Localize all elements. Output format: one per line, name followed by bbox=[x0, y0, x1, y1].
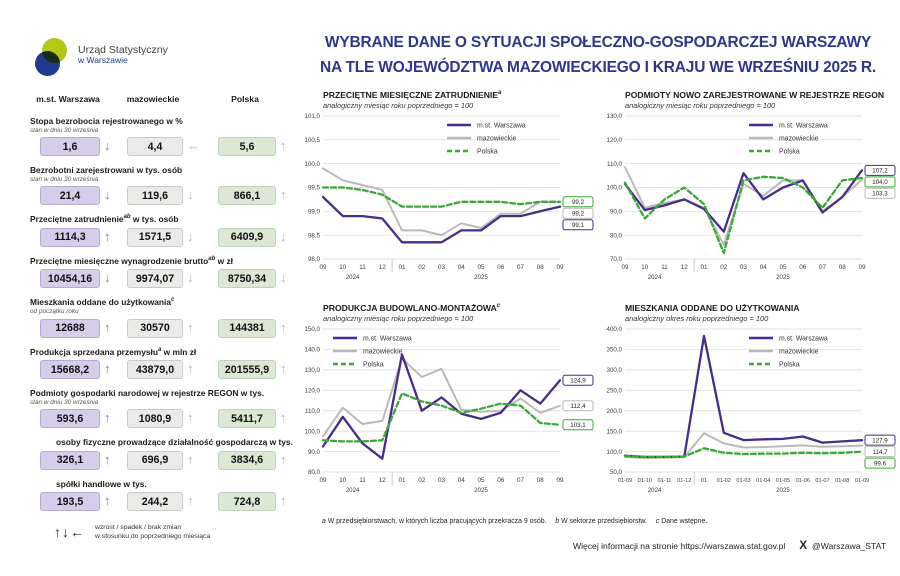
x-tick-label: 11 bbox=[661, 264, 668, 271]
value-box: 4,4 bbox=[127, 137, 183, 156]
twitter-handle-link[interactable]: @Warszawa_STAT bbox=[812, 541, 886, 551]
legend-label: m.st. Warszawa bbox=[477, 122, 526, 130]
year-label: 2024 bbox=[647, 274, 662, 281]
y-tick-label: 70,0 bbox=[609, 256, 622, 264]
x-tick-label: 06 bbox=[497, 264, 505, 271]
value-box: 10454,16 bbox=[40, 269, 100, 288]
y-tick-label: 90,0 bbox=[307, 448, 320, 456]
y-tick-label: 100,0 bbox=[606, 448, 622, 456]
line-chart-regon-nowe bbox=[598, 110, 900, 286]
page-title-line2: NA TLE WOJEWÓDZTWA MAZOWIECKIEGO I KRAJU WE WRZEŚNIU 2025 R. bbox=[319, 59, 877, 76]
end-label-value: 104,0 bbox=[872, 179, 888, 187]
y-tick-label: 101,0 bbox=[304, 113, 320, 121]
x-tick-label: 07 bbox=[516, 264, 525, 271]
y-tick-label: 98,0 bbox=[307, 256, 320, 264]
chart-zatrudnienie bbox=[296, 90, 598, 291]
trend-up-icon: ↑ bbox=[187, 361, 194, 377]
arrows-legend-text: wzrost / spadek / brak zmian w stosunku do poprzedniego miesiąca bbox=[95, 524, 211, 541]
y-tick-label: 120,0 bbox=[606, 137, 622, 145]
indicator-values bbox=[30, 228, 300, 247]
x-tick-label: 11 bbox=[359, 477, 366, 484]
y-tick-label: 50,0 bbox=[609, 469, 622, 477]
y-tick-label: 250,0 bbox=[606, 387, 622, 395]
x-tick-label: 07 bbox=[818, 264, 827, 271]
trend-up-icon: ↑ bbox=[280, 187, 287, 203]
trend-up-icon: ↑ bbox=[104, 493, 111, 509]
year-label: 2025 bbox=[776, 487, 790, 494]
x-tick-label: 09 bbox=[319, 264, 327, 271]
x-tick-label: 06 bbox=[497, 477, 505, 484]
y-tick-label: 110,0 bbox=[606, 160, 622, 168]
x-tick-label: 08 bbox=[536, 264, 544, 271]
indicator-values bbox=[30, 319, 300, 338]
indicator-sublabel: stan w dniu 30 września bbox=[30, 126, 99, 134]
year-label: 2024 bbox=[345, 487, 360, 494]
value-box: 193,5 bbox=[40, 492, 100, 511]
end-label-value: 99,1 bbox=[571, 222, 585, 230]
y-tick-label: 150,0 bbox=[304, 326, 320, 334]
x-tick-label: 12 bbox=[378, 477, 386, 484]
end-label-value: 99,2 bbox=[571, 199, 585, 207]
y-tick-label: 100,0 bbox=[304, 428, 320, 436]
indicator-label: Przeciętne miesięczne wynagrodzenie brutto$^{ab}$ w zł bbox=[30, 255, 233, 266]
x-tick-label: 01-07 bbox=[815, 478, 830, 484]
trend-up-icon: ↑ bbox=[104, 228, 111, 244]
y-tick-label: 99,5 bbox=[307, 184, 320, 192]
y-tick-label: 350,0 bbox=[606, 346, 622, 354]
x-tick-label: 09 bbox=[858, 264, 866, 271]
y-tick-label: 200,0 bbox=[606, 407, 622, 415]
trend-left-icon: ← bbox=[187, 138, 200, 154]
x-tick-label: 07 bbox=[516, 477, 525, 484]
trend-up-icon: ↑ bbox=[104, 451, 111, 467]
end-label-value: 103,1 bbox=[570, 422, 586, 430]
indicator-values bbox=[30, 269, 300, 288]
org-name: Urząd Statystyczny bbox=[78, 44, 168, 56]
trend-down-icon: ↓ bbox=[187, 228, 194, 244]
end-label-value: 99,2 bbox=[571, 210, 585, 218]
legend-label: Polska bbox=[779, 148, 800, 156]
trend-up-icon: ↑ bbox=[104, 319, 111, 335]
year-label: 2025 bbox=[474, 487, 488, 494]
x-tick-label: 10 bbox=[339, 264, 347, 271]
y-tick-label: 300,0 bbox=[606, 367, 622, 375]
chart-title: PRZECIĘTNE MIESIĘCZNE ZATRUDNIENIE$^a$ bbox=[323, 90, 502, 100]
footnote-c: c Dane wstępne. bbox=[655, 518, 708, 525]
value-box: 9974,07 bbox=[127, 269, 183, 288]
indicator-label: Podmioty gospodarki narodowej w rejestrze REGON w tys. bbox=[30, 388, 265, 399]
logo-text bbox=[78, 44, 168, 66]
x-tick-label: 01 bbox=[700, 478, 708, 484]
indicator-sublabel: od początku roku bbox=[30, 307, 79, 315]
value-box: 3834,6 bbox=[218, 451, 276, 470]
x-tick-label: 02 bbox=[418, 477, 426, 484]
trend-down-icon: ↓ bbox=[280, 270, 287, 286]
legend-label: Polska bbox=[779, 361, 800, 369]
indicator-label: Mieszkania oddane do użytkowania$^c$ bbox=[30, 297, 175, 308]
legend-label: mazowieckie bbox=[477, 135, 517, 143]
value-box: 30570 bbox=[127, 319, 183, 338]
value-box: 1080,9 bbox=[127, 409, 183, 428]
value-box: 866,1 bbox=[218, 186, 276, 205]
x-tick-label: 12 bbox=[680, 264, 688, 271]
x-tick-label: 01-10 bbox=[637, 478, 652, 484]
end-label-value: 99,6 bbox=[873, 460, 887, 468]
value-box: 724,8 bbox=[218, 492, 276, 511]
value-box: 119,6 bbox=[127, 186, 183, 205]
x-tick-label: 02 bbox=[720, 264, 728, 271]
footer bbox=[573, 540, 886, 552]
indicator-row bbox=[30, 388, 300, 428]
end-label-value: 107,2 bbox=[872, 167, 888, 175]
trend-down-icon: ↓ bbox=[104, 270, 111, 286]
legend-label: mazowieckie bbox=[363, 348, 403, 356]
arrow-glyphs: ↑↓← bbox=[54, 524, 85, 541]
y-tick-label: 400,0 bbox=[606, 326, 622, 334]
end-label-value: 112,4 bbox=[570, 403, 586, 411]
trend-down-icon: ↓ bbox=[104, 138, 111, 154]
trend-down-icon: ↓ bbox=[187, 187, 194, 203]
end-label-value: 127,9 bbox=[872, 437, 888, 445]
legend-label: m.st. Warszawa bbox=[363, 335, 412, 343]
indicator-row bbox=[30, 437, 300, 470]
legend-label: mazowieckie bbox=[779, 348, 819, 356]
value-box: 15668,2 bbox=[40, 360, 100, 379]
trend-up-icon: ↑ bbox=[187, 451, 194, 467]
series-line-purple bbox=[625, 336, 862, 457]
trend-up-icon: ↑ bbox=[280, 410, 287, 426]
value-box: 144381 bbox=[218, 319, 276, 338]
x-tick-label: 03 bbox=[739, 264, 748, 271]
x-tick-label: 01 bbox=[700, 264, 708, 271]
x-tick-label: 05 bbox=[477, 477, 485, 484]
x-logo-icon: X bbox=[799, 540, 808, 552]
logo-circle-navy bbox=[35, 51, 60, 76]
indicator-values bbox=[30, 137, 300, 156]
column-header-mazowieckie: mazowieckie bbox=[126, 94, 180, 104]
indicator-row bbox=[30, 479, 300, 512]
y-tick-label: 120,0 bbox=[304, 387, 320, 395]
y-tick-label: 99,0 bbox=[307, 208, 320, 216]
indicator-label: Produkcja sprzedana przemysłu$^a$ w mln zł bbox=[30, 346, 197, 357]
x-tick-label: 01-11 bbox=[657, 478, 672, 484]
value-box: 5411,7 bbox=[218, 409, 276, 428]
column-header-warszawa: m.st. Warszawa bbox=[36, 94, 100, 104]
series-line-gray bbox=[323, 168, 560, 235]
y-tick-label: 100,0 bbox=[304, 160, 320, 168]
indicator-values bbox=[30, 492, 300, 511]
x-tick-label: 01-05 bbox=[775, 478, 791, 484]
end-label-value: 124,9 bbox=[570, 377, 586, 385]
x-tick-label: 11 bbox=[359, 264, 366, 271]
x-tick-label: 04 bbox=[457, 264, 465, 271]
indicator-label: Bezrobotni zarejestrowani w tys. osób bbox=[30, 165, 183, 176]
chart-title: MIESZKANIA ODDANE DO UŻYTKOWANIA bbox=[625, 303, 800, 313]
y-tick-label: 80,0 bbox=[307, 469, 320, 477]
chart-subtitle: analogiczny miesiąc roku poprzedniego = 100 bbox=[323, 101, 474, 110]
indicator-rows bbox=[30, 116, 300, 511]
indicator-row bbox=[30, 214, 300, 247]
year-label: 2025 bbox=[776, 274, 790, 281]
page-title-line1: WYBRANE DANE O SYTUACJI SPOŁECZNO-GOSPODARCZEJ WARSZAWY bbox=[324, 34, 872, 51]
y-tick-label: 110,0 bbox=[304, 407, 320, 415]
page-title bbox=[300, 30, 896, 80]
x-tick-label: 01-02 bbox=[716, 478, 731, 484]
chart-title: PRODUKCJA BUDOWLANO-MONTAŻOWA$^c$ bbox=[323, 303, 501, 313]
value-box: 6409,9 bbox=[218, 228, 276, 247]
indicator-label: spółki handlowe w tys. bbox=[56, 478, 147, 489]
x-tick-label: 01-12 bbox=[677, 478, 692, 484]
legend-label: Polska bbox=[477, 148, 498, 156]
y-tick-label: 130,0 bbox=[304, 367, 320, 375]
x-tick-label: 01-08 bbox=[835, 478, 850, 484]
trend-down-icon: ↓ bbox=[104, 187, 111, 203]
chart-produkcja-budowlana bbox=[296, 303, 598, 504]
y-tick-label: 90,0 bbox=[609, 208, 622, 216]
value-box: 201555,9 bbox=[218, 360, 276, 379]
value-box: 5,6 bbox=[218, 137, 276, 156]
indicator-label: osoby fizyczne prowadzące działalność gospodarczą w tys. bbox=[56, 437, 293, 448]
line-chart-zatrudnienie bbox=[296, 110, 598, 286]
statistical-office-logo bbox=[32, 36, 272, 92]
indicator-values bbox=[30, 360, 300, 379]
trend-down-icon: ↓ bbox=[280, 228, 287, 244]
end-label-value: 103,3 bbox=[872, 190, 888, 198]
x-tick-label: 12 bbox=[378, 264, 386, 271]
y-tick-label: 98,5 bbox=[307, 232, 320, 240]
indicator-values bbox=[30, 186, 300, 205]
x-tick-label: 05 bbox=[477, 264, 485, 271]
x-tick-label: 01-06 bbox=[795, 478, 810, 484]
value-box: 43879,0 bbox=[127, 360, 183, 379]
x-tick-label: 09 bbox=[556, 264, 564, 271]
chart-subtitle: analogiczny miesiąc roku poprzedniego = 100 bbox=[625, 101, 776, 110]
line-chart-produkcja-budowlana bbox=[296, 323, 598, 499]
x-tick-label: 08 bbox=[536, 477, 544, 484]
x-tick-label: 06 bbox=[799, 264, 807, 271]
y-tick-label: 100,5 bbox=[304, 137, 320, 145]
value-box: 1571,5 bbox=[127, 228, 183, 247]
value-box: 1,6 bbox=[40, 137, 100, 156]
y-tick-label: 130,0 bbox=[606, 113, 622, 121]
x-tick-label: 10 bbox=[641, 264, 649, 271]
end-label-value: 114,7 bbox=[872, 449, 888, 457]
indicator-label: Przeciętne zatrudnienie$^{ab}$ w tys. osób bbox=[30, 214, 179, 225]
indicator-label: Stopa bezrobocia rejestrowanego w % bbox=[30, 116, 183, 126]
value-box: 12688 bbox=[40, 319, 100, 338]
value-box: 21,4 bbox=[40, 186, 100, 205]
trend-up-icon: ↑ bbox=[280, 319, 287, 335]
indicator-row bbox=[30, 116, 300, 156]
value-box: 326,1 bbox=[40, 451, 100, 470]
footnote-b: b W sektorze przedsiębiorstw. bbox=[555, 518, 647, 525]
trend-up-icon: ↑ bbox=[280, 493, 287, 509]
line-chart-mieszkania bbox=[598, 323, 900, 499]
indicator-row bbox=[30, 347, 300, 380]
year-label: 2024 bbox=[345, 274, 360, 281]
indicator-sublabel: stan w dniu 30 września bbox=[30, 398, 99, 406]
trend-up-icon: ↑ bbox=[280, 361, 287, 377]
indicator-values bbox=[30, 451, 300, 470]
arrows-legend bbox=[54, 523, 300, 541]
indicator-values bbox=[30, 409, 300, 428]
more-info-link[interactable]: Więcej informacji na stronie https://warszawa.stat.gov.pl bbox=[572, 541, 786, 551]
value-box: 696,9 bbox=[127, 451, 183, 470]
indicator-row bbox=[30, 165, 300, 205]
legend-label: m.st. Warszawa bbox=[779, 335, 828, 343]
y-tick-label: 100,0 bbox=[606, 184, 622, 192]
indicator-row bbox=[30, 297, 300, 337]
x-tick-label: 02 bbox=[418, 264, 426, 271]
legend-label: mazowieckie bbox=[779, 135, 819, 143]
footnote-a: a W przedsiębiorstwach, w których liczba pracujących przekracza 9 osób. bbox=[322, 518, 547, 525]
footnotes bbox=[322, 518, 714, 525]
chart-subtitle: analogiczny miesiąc roku poprzedniego = 100 bbox=[323, 314, 474, 323]
chart-regon-nowe bbox=[598, 90, 900, 291]
org-city: w Warszawie bbox=[78, 55, 128, 66]
x-tick-label: 01-03 bbox=[736, 478, 751, 484]
trend-down-icon: ↓ bbox=[187, 270, 194, 286]
indicator-row bbox=[30, 256, 300, 289]
value-box: 1114,3 bbox=[40, 228, 100, 247]
column-header-polska: Polska bbox=[231, 94, 259, 104]
legend-label: m.st. Warszawa bbox=[779, 122, 828, 130]
x-tick-label: 01 bbox=[398, 477, 406, 484]
legend-label: Polska bbox=[363, 361, 384, 369]
x-tick-label: 09 bbox=[556, 477, 564, 484]
x-tick-label: 03 bbox=[437, 264, 446, 271]
x-tick-label: 09 bbox=[621, 264, 629, 271]
chart-title: PODMIOTY NOWO ZAREJESTROWANE W REJESTRZE REGON bbox=[625, 90, 885, 100]
trend-up-icon: ↑ bbox=[104, 410, 111, 426]
trend-up-icon: ↑ bbox=[187, 493, 194, 509]
y-tick-label: 150,0 bbox=[606, 428, 622, 436]
indicator-sublabel: stan w dniu 30 września bbox=[30, 175, 99, 183]
x-tick-label: 01-09 bbox=[617, 478, 633, 484]
trend-up-icon: ↑ bbox=[280, 451, 287, 467]
x-tick-label: 01-09 bbox=[854, 478, 870, 484]
x-tick-label: 05 bbox=[779, 264, 787, 271]
year-label: 2025 bbox=[474, 274, 488, 281]
series-line-green bbox=[323, 188, 560, 207]
x-tick-label: 04 bbox=[457, 477, 465, 484]
series-line-green bbox=[625, 448, 862, 457]
value-box: 593,6 bbox=[40, 409, 100, 428]
x-tick-label: 01 bbox=[398, 264, 406, 271]
trend-up-icon: ↑ bbox=[187, 319, 194, 335]
trend-up-icon: ↑ bbox=[280, 138, 287, 154]
value-box: 244,2 bbox=[127, 492, 183, 511]
x-tick-label: 09 bbox=[319, 477, 327, 484]
chart-subtitle: analogiczny okres roku poprzedniego = 100 bbox=[625, 314, 769, 323]
column-headers bbox=[30, 94, 300, 110]
year-label: 2024 bbox=[647, 487, 662, 494]
indicators-panel bbox=[30, 94, 300, 542]
y-tick-label: 140,0 bbox=[304, 346, 320, 354]
trend-up-icon: ↑ bbox=[104, 361, 111, 377]
x-tick-label: 08 bbox=[838, 264, 846, 271]
x-tick-label: 04 bbox=[759, 264, 767, 271]
trend-up-icon: ↑ bbox=[187, 410, 194, 426]
series-line-green bbox=[625, 177, 862, 253]
value-box: 8750,34 bbox=[218, 269, 276, 288]
x-tick-label: 03 bbox=[437, 477, 446, 484]
chart-mieszkania bbox=[598, 303, 900, 504]
y-tick-label: 80,0 bbox=[609, 232, 622, 240]
x-tick-label: 01-04 bbox=[756, 478, 771, 484]
x-tick-label: 10 bbox=[339, 477, 347, 484]
